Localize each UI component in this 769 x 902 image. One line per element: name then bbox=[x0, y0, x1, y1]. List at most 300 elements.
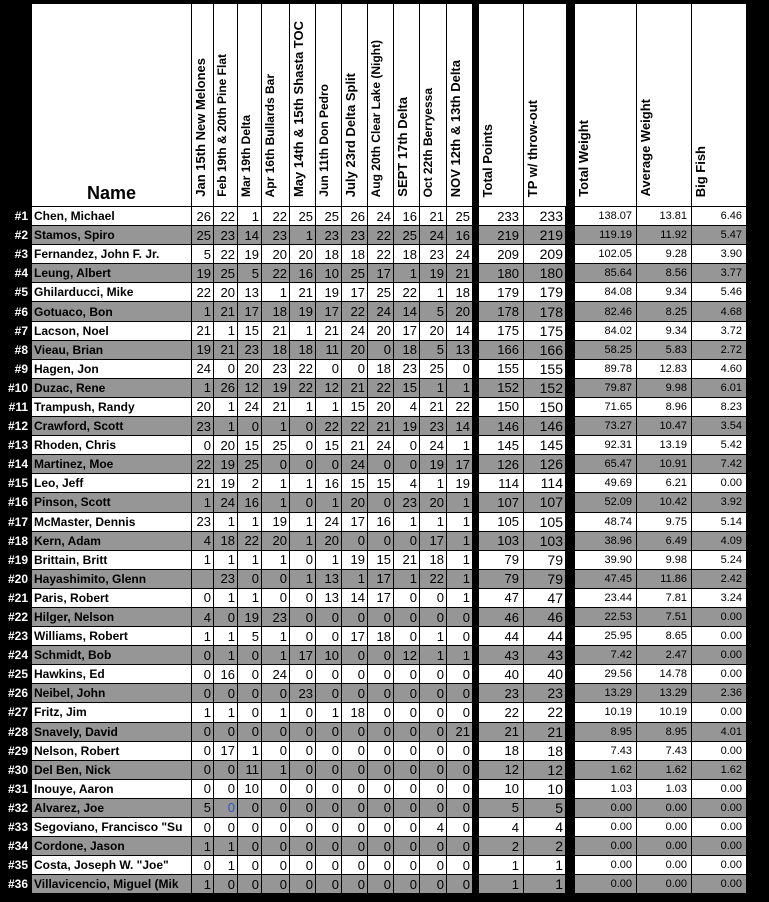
event-points-cell: 0 bbox=[342, 684, 368, 703]
tp-throwout-cell: 5 bbox=[524, 798, 567, 817]
event-points-cell: 24 bbox=[238, 397, 262, 416]
event-points-cell: 24 bbox=[214, 493, 238, 512]
total-weight-cell: 25.95 bbox=[575, 627, 637, 646]
event-points-cell: 21 bbox=[290, 283, 316, 302]
event-points-cell: 5 bbox=[238, 627, 262, 646]
total-points-cell: 209 bbox=[479, 245, 524, 264]
event-points-cell: 20 bbox=[214, 436, 238, 455]
column-separator bbox=[567, 340, 575, 359]
total-weight-cell: 8.95 bbox=[575, 722, 637, 741]
event-points-cell: 0 bbox=[290, 779, 316, 798]
tp-throwout-cell: 46 bbox=[524, 607, 567, 626]
event-points-cell: 0 bbox=[214, 684, 238, 703]
event-points-cell: 17 bbox=[316, 302, 342, 321]
event-points-cell: 0 bbox=[262, 818, 290, 837]
total-weight-cell: 10.19 bbox=[575, 703, 637, 722]
rank-cell: #36 bbox=[6, 875, 32, 894]
average-weight-cell: 10.42 bbox=[637, 493, 692, 512]
event-points-cell: 19 bbox=[447, 474, 473, 493]
average-weight-cell: 6.49 bbox=[637, 531, 692, 550]
standings-body bbox=[6, 207, 747, 894]
event-points-cell: 25 bbox=[290, 207, 316, 226]
event-points-cell: 0 bbox=[394, 760, 420, 779]
column-separator bbox=[567, 627, 575, 646]
event-points-cell: 25 bbox=[238, 455, 262, 474]
total-weight-cell: 48.74 bbox=[575, 512, 637, 531]
column-separator bbox=[567, 493, 575, 512]
event-points-cell: 20 bbox=[342, 493, 368, 512]
angler-name-cell: Rhoden, Chris bbox=[32, 436, 192, 455]
event-points-cell: 0 bbox=[238, 665, 262, 684]
event-points-cell: 14 bbox=[447, 321, 473, 340]
event-points-cell: 0 bbox=[342, 818, 368, 837]
event-points-cell: 0 bbox=[447, 741, 473, 760]
event-points-cell: 0 bbox=[290, 818, 316, 837]
event-points-cell: 0 bbox=[316, 798, 342, 817]
big-fish-cell: 4.60 bbox=[692, 359, 747, 378]
average-weight-cell: 0.00 bbox=[637, 798, 692, 817]
event-points-cell: 25 bbox=[394, 226, 420, 245]
table-row bbox=[6, 226, 747, 245]
event-points-cell: 17 bbox=[368, 588, 394, 607]
average-weight-cell: 13.29 bbox=[637, 684, 692, 703]
event-points-cell: 18 bbox=[316, 245, 342, 264]
angler-name-cell: Hilger, Nelson bbox=[32, 607, 192, 626]
average-weight-cell: 13.81 bbox=[637, 207, 692, 226]
event-points-cell: 0 bbox=[342, 722, 368, 741]
event-points-cell: 0 bbox=[214, 607, 238, 626]
event-points-cell: 1 bbox=[420, 646, 447, 665]
event-points-cell: 0 bbox=[342, 607, 368, 626]
event-points-cell: 1 bbox=[262, 627, 290, 646]
event-points-cell: 0 bbox=[214, 722, 238, 741]
big-fish-header bbox=[692, 4, 747, 207]
rank-cell: #2 bbox=[6, 226, 32, 245]
event-header-3 bbox=[238, 4, 262, 207]
table-row bbox=[6, 397, 747, 416]
event-points-cell: 1 bbox=[316, 550, 342, 569]
event-points-cell: 13 bbox=[447, 340, 473, 359]
big-fish-cell: 8.23 bbox=[692, 397, 747, 416]
event-points-cell: 1 bbox=[214, 588, 238, 607]
event-header-label: May 14th & 15th Shasta TOC bbox=[291, 20, 306, 197]
event-points-cell: 0 bbox=[420, 607, 447, 626]
event-points-cell: 1 bbox=[394, 569, 420, 588]
column-separator bbox=[567, 684, 575, 703]
event-points-cell: 22 bbox=[214, 245, 238, 264]
angler-name-cell: Del Ben, Nick bbox=[32, 760, 192, 779]
column-separator bbox=[567, 550, 575, 569]
total-points-cell: 166 bbox=[479, 340, 524, 359]
event-points-cell: 0 bbox=[447, 359, 473, 378]
event-points-cell: 0 bbox=[394, 741, 420, 760]
event-points-cell: 0 bbox=[342, 798, 368, 817]
event-points-cell: 0 bbox=[394, 607, 420, 626]
average-weight-header bbox=[637, 4, 692, 207]
column-separator bbox=[567, 531, 575, 550]
event-points-cell: 20 bbox=[262, 245, 290, 264]
tp-throwout-cell: 155 bbox=[524, 359, 567, 378]
event-points-cell: 0 bbox=[238, 703, 262, 722]
tp-throwout-cell: 152 bbox=[524, 378, 567, 397]
event-points-cell: 0 bbox=[316, 665, 342, 684]
event-points-cell: 0 bbox=[290, 798, 316, 817]
event-points-cell: 0 bbox=[262, 588, 290, 607]
table-row bbox=[6, 207, 747, 226]
tp-throwout-cell: 233 bbox=[524, 207, 567, 226]
average-weight-cell: 1.62 bbox=[637, 760, 692, 779]
event-points-cell: 20 bbox=[316, 531, 342, 550]
column-separator bbox=[567, 741, 575, 760]
table-row bbox=[6, 760, 747, 779]
total-weight-cell: 7.43 bbox=[575, 741, 637, 760]
total-points-cell: 146 bbox=[479, 417, 524, 436]
angler-name-cell: Leo, Jeff bbox=[32, 474, 192, 493]
event-points-cell: 0 bbox=[214, 359, 238, 378]
rank-cell: #8 bbox=[6, 340, 32, 359]
tp-throwout-cell: 23 bbox=[524, 684, 567, 703]
event-points-cell: 1 bbox=[262, 474, 290, 493]
angler-name-cell: Crawford, Scott bbox=[32, 417, 192, 436]
total-weight-cell: 82.46 bbox=[575, 302, 637, 321]
tp-throwout-cell: 107 bbox=[524, 493, 567, 512]
event-points-cell: 22 bbox=[342, 302, 368, 321]
total-points-cell: 175 bbox=[479, 321, 524, 340]
event-points-cell: 20 bbox=[420, 493, 447, 512]
big-fish-cell: 5.47 bbox=[692, 226, 747, 245]
event-points-cell: 1 bbox=[316, 397, 342, 416]
table-row bbox=[6, 665, 747, 684]
big-fish-cell: 6.46 bbox=[692, 207, 747, 226]
average-weight-cell: 11.86 bbox=[637, 569, 692, 588]
event-header-label: Feb 19th & 20th Pine Flat bbox=[215, 54, 229, 197]
table-row bbox=[6, 512, 747, 531]
event-points-cell: 21 bbox=[192, 474, 214, 493]
tp-throwout-cell: 44 bbox=[524, 627, 567, 646]
event-points-cell: 16 bbox=[238, 493, 262, 512]
rank-cell: #22 bbox=[6, 607, 32, 626]
event-points-cell: 19 bbox=[214, 455, 238, 474]
event-points-cell: 0 bbox=[342, 359, 368, 378]
total-points-cell: 126 bbox=[479, 455, 524, 474]
event-points-cell: 24 bbox=[342, 321, 368, 340]
event-points-cell: 25 bbox=[447, 207, 473, 226]
event-points-cell: 0 bbox=[420, 760, 447, 779]
angler-name-cell: Chen, Michael bbox=[32, 207, 192, 226]
event-points-cell: 22 bbox=[262, 207, 290, 226]
event-points-cell: 0 bbox=[290, 703, 316, 722]
event-points-cell: 0 bbox=[192, 436, 214, 455]
angler-name-cell: Fernandez, John F. Jr. bbox=[32, 245, 192, 264]
event-points-cell: 1 bbox=[290, 474, 316, 493]
table-row bbox=[6, 684, 747, 703]
rank-cell: #23 bbox=[6, 627, 32, 646]
total-points-cell: 145 bbox=[479, 436, 524, 455]
event-points-cell: 23 bbox=[316, 226, 342, 245]
total-weight-cell: 0.00 bbox=[575, 837, 637, 856]
event-points-cell: 0 bbox=[214, 875, 238, 894]
event-points-cell: 0 bbox=[262, 779, 290, 798]
event-points-cell: 0 bbox=[316, 359, 342, 378]
event-points-cell: 0 bbox=[238, 837, 262, 856]
event-points-cell: 21 bbox=[214, 340, 238, 359]
table-row bbox=[6, 417, 747, 436]
tp-throwout-cell: 175 bbox=[524, 321, 567, 340]
event-points-cell: 0 bbox=[394, 798, 420, 817]
average-weight-cell: 1.03 bbox=[637, 779, 692, 798]
total-points-cell: 103 bbox=[479, 531, 524, 550]
event-points-cell: 1 bbox=[262, 417, 290, 436]
event-points-cell: 1 bbox=[238, 588, 262, 607]
event-points-cell: 21 bbox=[214, 302, 238, 321]
event-points-cell: 4 bbox=[192, 531, 214, 550]
tp-throwout-cell: 103 bbox=[524, 531, 567, 550]
event-points-cell: 19 bbox=[238, 607, 262, 626]
angler-name-cell: Snavely, David bbox=[32, 722, 192, 741]
event-points-cell: 5 bbox=[420, 340, 447, 359]
event-points-cell: 0 bbox=[192, 722, 214, 741]
total-weight-cell: 38.96 bbox=[575, 531, 637, 550]
table-row bbox=[6, 474, 747, 493]
event-points-cell: 18 bbox=[262, 302, 290, 321]
event-points-cell: 0 bbox=[192, 684, 214, 703]
event-points-cell: 0 bbox=[447, 607, 473, 626]
event-points-cell: 0 bbox=[342, 856, 368, 875]
total-weight-cell: 102.05 bbox=[575, 245, 637, 264]
big-fish-cell: 5.46 bbox=[692, 283, 747, 302]
event-points-cell: 0 bbox=[262, 741, 290, 760]
event-points-cell: 15 bbox=[342, 397, 368, 416]
event-points-cell: 0 bbox=[447, 798, 473, 817]
event-points-cell: 1 bbox=[290, 531, 316, 550]
event-points-cell: 19 bbox=[394, 417, 420, 436]
big-fish-cell: 0.00 bbox=[692, 703, 747, 722]
event-points-cell: 23 bbox=[192, 512, 214, 531]
table-row bbox=[6, 798, 747, 817]
total-weight-cell: 49.69 bbox=[575, 474, 637, 493]
tp-throwout-cell: 146 bbox=[524, 417, 567, 436]
tp-throwout-cell: 179 bbox=[524, 283, 567, 302]
big-fish-cell: 7.42 bbox=[692, 455, 747, 474]
total-weight-cell: 138.07 bbox=[575, 207, 637, 226]
rank-cell: #29 bbox=[6, 741, 32, 760]
event-points-cell: 12 bbox=[316, 378, 342, 397]
angler-name-cell: Paris, Robert bbox=[32, 588, 192, 607]
big-fish-cell: 3.24 bbox=[692, 588, 747, 607]
event-points-cell: 19 bbox=[342, 550, 368, 569]
event-points-cell: 1 bbox=[214, 417, 238, 436]
rank-cell: #13 bbox=[6, 436, 32, 455]
event-header-9 bbox=[394, 4, 420, 207]
tp-throwout-cell: 40 bbox=[524, 665, 567, 684]
event-points-cell: 23 bbox=[342, 226, 368, 245]
event-points-cell: 0 bbox=[368, 531, 394, 550]
event-points-cell: 10 bbox=[316, 264, 342, 283]
average-weight-cell: 8.25 bbox=[637, 302, 692, 321]
big-fish-cell: 0.00 bbox=[692, 837, 747, 856]
angler-name-cell: Alvarez, Joe bbox=[32, 798, 192, 817]
event-points-cell: 5 bbox=[192, 798, 214, 817]
table-row bbox=[6, 588, 747, 607]
event-points-cell: 0 bbox=[394, 455, 420, 474]
event-header-7 bbox=[342, 4, 368, 207]
event-points-cell: 19 bbox=[420, 264, 447, 283]
total-weight-cell: 7.42 bbox=[575, 646, 637, 665]
rank-cell: #9 bbox=[6, 359, 32, 378]
total-weight-cell: 65.47 bbox=[575, 455, 637, 474]
angler-name-cell: McMaster, Dennis bbox=[32, 512, 192, 531]
event-points-cell: 0 bbox=[238, 818, 262, 837]
event-points-cell: 17 bbox=[342, 512, 368, 531]
event-points-cell: 19 bbox=[192, 264, 214, 283]
event-points-cell: 1 bbox=[192, 378, 214, 397]
event-points-cell: 0 bbox=[316, 875, 342, 894]
event-points-cell: 0 bbox=[262, 722, 290, 741]
event-header-5 bbox=[290, 4, 316, 207]
average-weight-cell: 6.21 bbox=[637, 474, 692, 493]
rank-cell: #32 bbox=[6, 798, 32, 817]
event-points-cell: 15 bbox=[238, 436, 262, 455]
angler-name-cell: Vieau, Brian bbox=[32, 340, 192, 359]
tp-throwout-cell: 18 bbox=[524, 741, 567, 760]
event-header-label: Apr 16th Bullards Bar bbox=[263, 73, 277, 197]
column-separator bbox=[567, 856, 575, 875]
event-points-cell: 12 bbox=[238, 378, 262, 397]
total-weight-cell: 0.00 bbox=[575, 798, 637, 817]
average-weight-cell: 0.00 bbox=[637, 837, 692, 856]
event-points-cell: 24 bbox=[316, 512, 342, 531]
event-points-cell: 0 bbox=[368, 837, 394, 856]
rank-cell: #1 bbox=[6, 207, 32, 226]
event-points-cell: 21 bbox=[342, 378, 368, 397]
table-row bbox=[6, 646, 747, 665]
table-row bbox=[6, 455, 747, 474]
big-fish-cell: 2.72 bbox=[692, 340, 747, 359]
event-points-cell: 25 bbox=[342, 264, 368, 283]
event-points-cell: 0 bbox=[420, 703, 447, 722]
event-points-cell: 0 bbox=[192, 818, 214, 837]
event-points-cell: 23 bbox=[192, 417, 214, 436]
event-points-cell: 19 bbox=[420, 455, 447, 474]
event-points-cell: 1 bbox=[262, 493, 290, 512]
event-points-cell: 18 bbox=[290, 340, 316, 359]
average-weight-cell: 8.56 bbox=[637, 264, 692, 283]
event-points-cell: 20 bbox=[290, 245, 316, 264]
column-separator bbox=[567, 283, 575, 302]
event-points-cell: 20 bbox=[214, 283, 238, 302]
table-row bbox=[6, 550, 747, 569]
rank-cell: #33 bbox=[6, 818, 32, 837]
total-weight-cell: 23.44 bbox=[575, 588, 637, 607]
rank-cell: #18 bbox=[6, 531, 32, 550]
total-points-cell: 79 bbox=[479, 569, 524, 588]
event-points-cell: 0 bbox=[420, 588, 447, 607]
total-weight-cell: 13.29 bbox=[575, 684, 637, 703]
event-points-cell: 0 bbox=[238, 646, 262, 665]
event-points-cell: 20 bbox=[262, 531, 290, 550]
total-points-cell: 4 bbox=[479, 818, 524, 837]
average-weight-cell: 5.83 bbox=[637, 340, 692, 359]
event-header-10 bbox=[420, 4, 447, 207]
event-points-cell: 0 bbox=[316, 722, 342, 741]
big-fish-cell: 0.00 bbox=[692, 665, 747, 684]
event-points-cell: 1 bbox=[262, 760, 290, 779]
event-points-cell: 1 bbox=[290, 226, 316, 245]
event-points-cell: 1 bbox=[238, 550, 262, 569]
total-points-cell: 43 bbox=[479, 646, 524, 665]
event-points-cell: 1 bbox=[394, 264, 420, 283]
angler-name-cell: Pinson, Scott bbox=[32, 493, 192, 512]
event-header-label: July 23rd Delta Split bbox=[343, 72, 358, 197]
average-weight-cell: 10.19 bbox=[637, 703, 692, 722]
event-points-cell: 0 bbox=[238, 722, 262, 741]
rank-cell: #12 bbox=[6, 417, 32, 436]
event-points-cell: 0 bbox=[368, 722, 394, 741]
event-points-cell: 1 bbox=[192, 875, 214, 894]
event-points-cell: 0 bbox=[420, 665, 447, 684]
table-row bbox=[6, 321, 747, 340]
average-weight-cell: 12.83 bbox=[637, 359, 692, 378]
event-points-cell: 22 bbox=[214, 207, 238, 226]
total-points-header bbox=[479, 4, 524, 207]
column-separator bbox=[567, 436, 575, 455]
total-points-label: Total Points bbox=[480, 123, 495, 197]
event-points-cell: 11 bbox=[316, 340, 342, 359]
rank-cell: #20 bbox=[6, 569, 32, 588]
table-row bbox=[6, 245, 747, 264]
event-points-cell: 0 bbox=[192, 779, 214, 798]
event-points-cell: 1 bbox=[420, 474, 447, 493]
event-points-cell: 23 bbox=[262, 607, 290, 626]
event-points-cell: 20 bbox=[420, 321, 447, 340]
event-points-cell: 0 bbox=[290, 607, 316, 626]
event-points-cell: 24 bbox=[420, 226, 447, 245]
event-points-cell: 5 bbox=[420, 302, 447, 321]
total-points-cell: 114 bbox=[479, 474, 524, 493]
tp-throwout-cell: 2 bbox=[524, 837, 567, 856]
event-points-cell: 0 bbox=[368, 856, 394, 875]
table-row bbox=[6, 607, 747, 626]
rank-cell: #34 bbox=[6, 837, 32, 856]
table-row bbox=[6, 378, 747, 397]
big-fish-cell: 3.90 bbox=[692, 245, 747, 264]
big-fish-cell: 1.62 bbox=[692, 760, 747, 779]
event-points-cell: 1 bbox=[447, 512, 473, 531]
tp-throwout-header bbox=[524, 4, 567, 207]
event-points-cell: 0 bbox=[192, 856, 214, 875]
angler-name-cell: Segoviano, Francisco "Su bbox=[32, 818, 192, 837]
tp-throwout-cell: 12 bbox=[524, 760, 567, 779]
event-points-cell: 22 bbox=[290, 359, 316, 378]
event-points-cell: 0 bbox=[342, 531, 368, 550]
event-points-cell: 1 bbox=[447, 569, 473, 588]
table-row bbox=[6, 875, 747, 894]
column-separator bbox=[567, 378, 575, 397]
tp-throwout-cell: 150 bbox=[524, 397, 567, 416]
event-points-cell: 13 bbox=[238, 283, 262, 302]
event-points-cell: 19 bbox=[262, 512, 290, 531]
event-points-cell: 1 bbox=[290, 512, 316, 531]
event-points-cell: 0 bbox=[262, 837, 290, 856]
event-header-1 bbox=[192, 4, 214, 207]
big-fish-cell: 0.00 bbox=[692, 607, 747, 626]
total-points-cell: 21 bbox=[479, 722, 524, 741]
tp-throwout-cell: 1 bbox=[524, 875, 567, 894]
tp-throwout-cell: 79 bbox=[524, 569, 567, 588]
total-points-cell: 18 bbox=[479, 741, 524, 760]
event-points-cell: 26 bbox=[214, 378, 238, 397]
rank-cell: #24 bbox=[6, 646, 32, 665]
